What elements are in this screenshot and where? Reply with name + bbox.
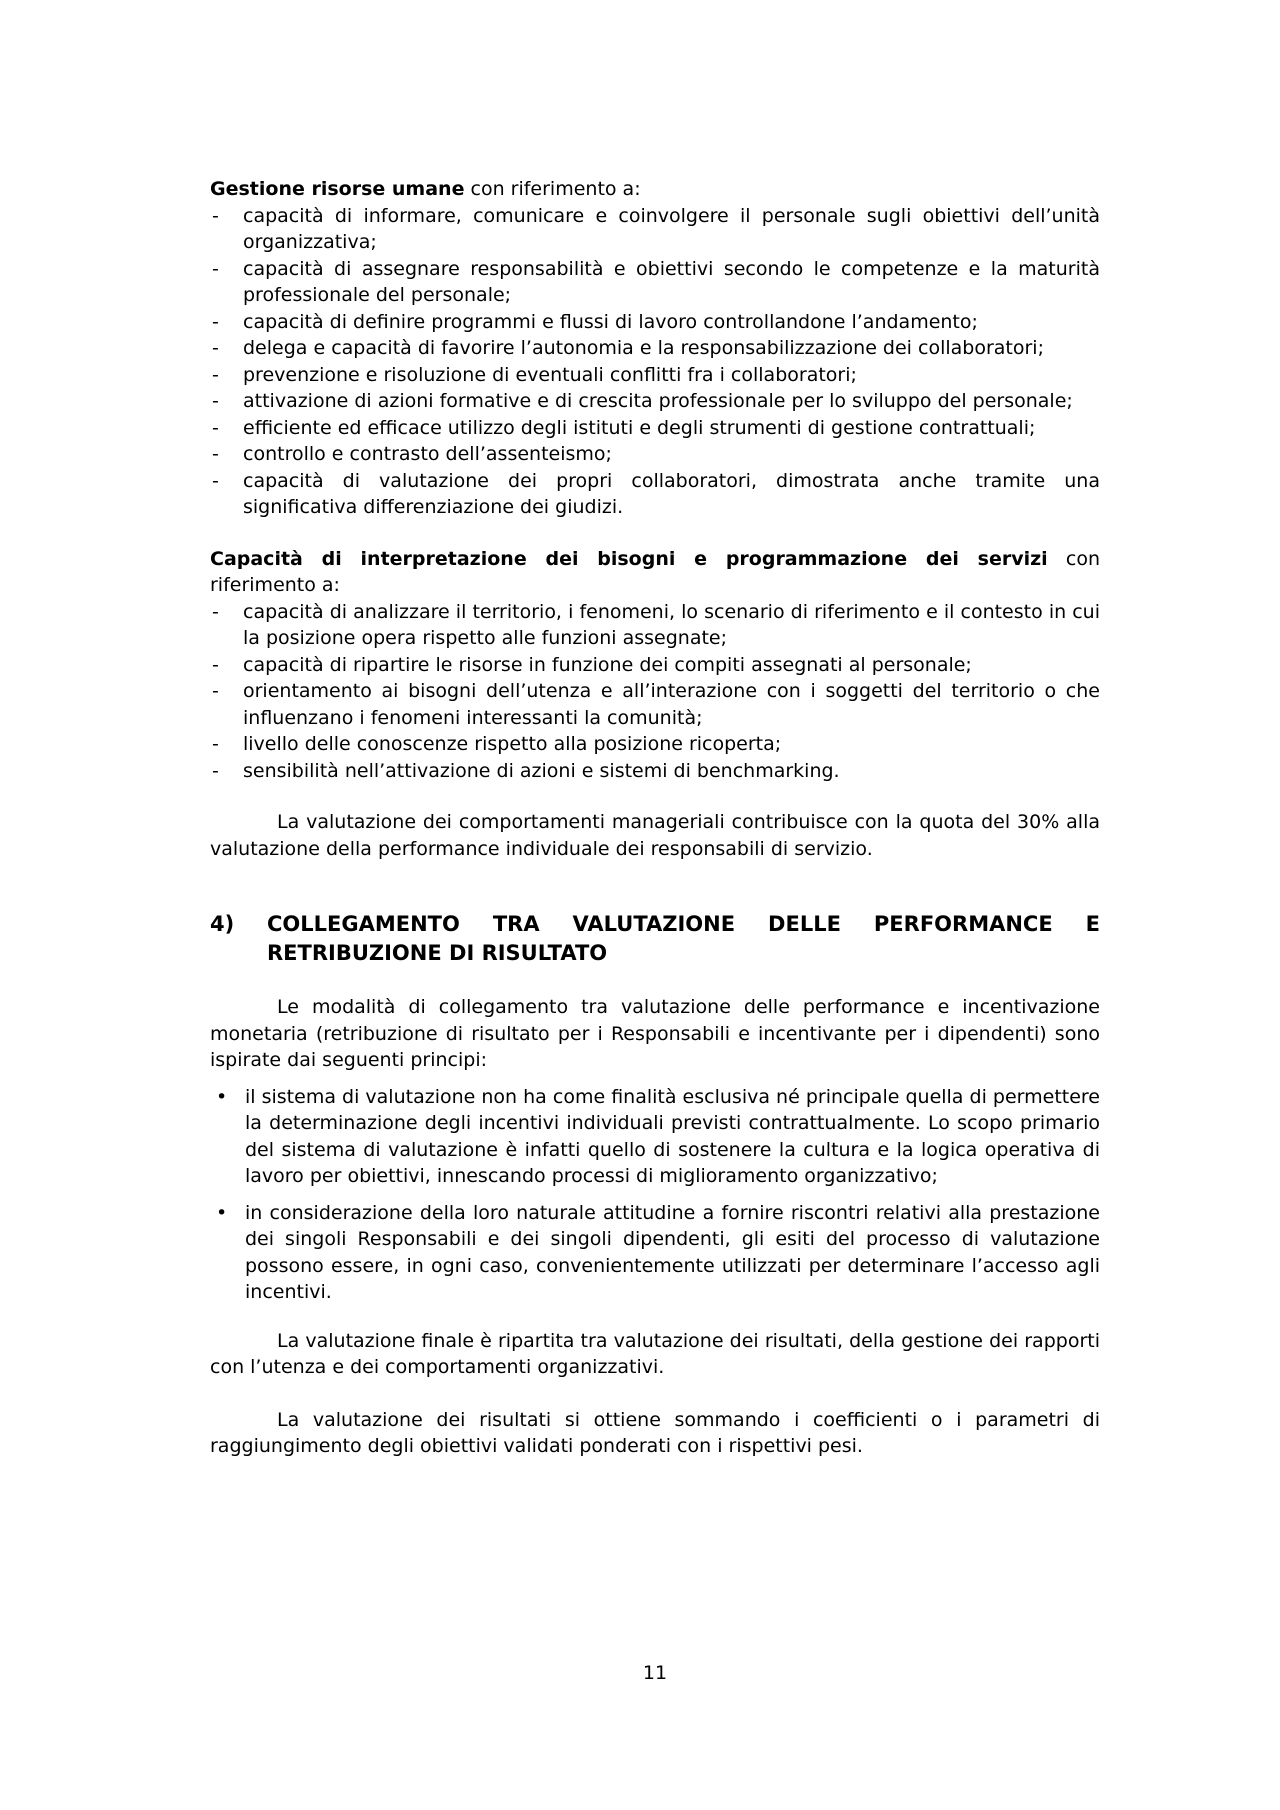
needs-section-heading <box>210 546 1100 599</box>
list-item: - efficiente ed efficace utilizzo degli istituti e degli strumenti di gestione contrattuali; <box>210 415 1100 442</box>
paragraph-quota: La valutazione dei comportamenti manageriali contribuisce con la quota del 30% alla valutazione della performance individuale dei responsabili di servizio. <box>210 811 1100 860</box>
page-number: 11 <box>642 1662 668 1684</box>
needs-section-heading-bold: Capacità di interpretazione dei bisogni e programmazione dei servizi <box>210 547 1048 570</box>
hr-criteria-list <box>210 203 1100 521</box>
list-item: - capacità di ripartire le risorse in funzione dei compiti assegnati al personale; <box>210 652 1100 679</box>
paragraph-modalita: Le modalità di collegamento tra valutazione delle performance e incentivazione monetaria (retribuzione di risultato per i Responsabili e incentivante per i dipendenti) sono ispirate dai seguenti principi: <box>210 996 1100 1071</box>
hr-section-heading-bold: Gestione risorse umane <box>210 178 465 200</box>
principles-list <box>210 1084 1100 1306</box>
list-item: - capacità di valutazione dei propri collaboratori, dimostrata anche tramite una significativa differenziazione dei giudizi. <box>210 468 1100 521</box>
section-4-title: COLLEGAMENTO TRA VALUTAZIONE DELLE PERFORMANCE E RETRIBUZIONE DI RISULTATO <box>267 912 1100 965</box>
list-item: - attivazione di azioni formative e di crescita professionale per lo sviluppo del personale; <box>210 388 1100 415</box>
list-item: - orientamento ai bisogni dell’utenza e all’interazione con i soggetti del territorio o che influenzano i fenomeni interessanti la comunità; <box>210 678 1100 731</box>
needs-criteria-list <box>210 599 1100 785</box>
hr-section-heading-rest: con riferimento a: <box>464 178 641 200</box>
list-item: - livello delle conoscenze rispetto alla posizione ricoperta; <box>210 731 1100 758</box>
list-item: • in considerazione della loro naturale attitudine a fornire riscontri relativi alla prestazione dei singoli Responsabili e dei singoli dipendenti, gli esiti del processo di valutazione possono essere, in ogni caso, convenientemente utilizzati per determinare l’accesso agli incentivi. <box>210 1200 1100 1306</box>
paragraph-finale: La valutazione finale è ripartita tra valutazione dei risultati, della gestione dei rapporti con l’utenza e dei comportamenti organizzativi. <box>210 1329 1100 1378</box>
section-4-number: 4) <box>210 912 235 936</box>
list-item: - capacità di definire programmi e flussi di lavoro controllandone l’andamento; <box>210 309 1100 336</box>
list-item: • il sistema di valutazione non ha come finalità esclusiva né principale quella di permettere la determinazione degli incentivi individuali previsti contrattualmente. Lo scopo primario del sistema di valutazione è infatti quello di sostenere la cultura e la logica operativa di lavoro per obiettivi, innescando processi di miglioramento organizzativo; <box>210 1084 1100 1190</box>
hr-section-heading <box>210 176 1100 203</box>
page-content <box>210 176 1100 1460</box>
list-item: - prevenzione e risoluzione di eventuali conflitti fra i collaboratori; <box>210 362 1100 389</box>
list-item: - capacità di informare, comunicare e coinvolgere il personale sugli obiettivi dell’unità organizzativa; <box>210 203 1100 256</box>
list-item: - controllo e contrasto dell’assenteismo; <box>210 441 1100 468</box>
list-item: - capacità di analizzare il territorio, i fenomeni, lo scenario di riferimento e il contesto in cui la posizione opera rispetto alle funzioni assegnate; <box>210 599 1100 652</box>
paragraph-risultati: La valutazione dei risultati si ottiene sommando i coefficienti o i parametri di raggiungimento degli obiettivi validati ponderati con i rispettivi pesi. <box>210 1408 1100 1457</box>
list-item: - capacità di assegnare responsabilità e obiettivi secondo le competenze e la maturità professionale del personale; <box>210 256 1100 309</box>
needs-section-heading-rest: con riferimento a: <box>210 547 1100 596</box>
list-item: - delega e capacità di favorire l’autonomia e la responsabilizzazione dei collaboratori; <box>210 335 1100 362</box>
section-4-heading <box>210 910 1100 968</box>
list-item: - sensibilità nell’attivazione di azioni e sistemi di benchmarking. <box>210 758 1100 785</box>
